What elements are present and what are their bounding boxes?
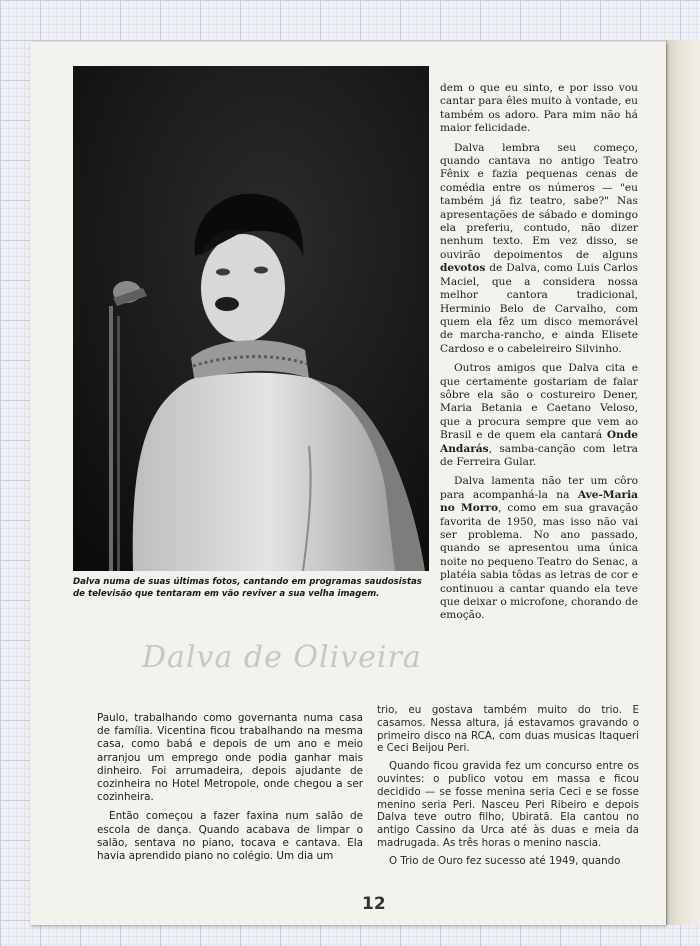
paragraph: Então começou a fazer faxina num salão de escola de dança. Quando acabava de limpar o salão, sentava no piano, tocava e cantava. Ela havia aprendido piano no colégio. Um dia um <box>97 810 363 863</box>
singer-photo <box>73 66 429 571</box>
paragraph: Paulo, trabalhando como governanta numa casa de família. Vicentina ficou trabalhando na mesma casa, como babá e depois de um ano e meio arranjou um emprego onde podia ganhar mais dinheiro. Foi arrumadeira, depois ajudante de cozinheira no Hotel Metropole, onde chegou a ser cozinheira. <box>97 712 363 804</box>
photo-singer-microphone-icon <box>73 66 429 571</box>
paragraph: Dalva lembra seu começo, quando cantava no antigo Teatro Fênix e fazia pequenas cenas de comédia entre os números — "eu também já fiz teatro, sabe?" Nas apresentações de sábado e domingo ela preferiu, contudo, não dizer nenhum texto. Em vez disso, se ouvirão depoimentos de alguns devotos de Dalva, como Luis Carlos Maciel, que a considera nossa melhor cantora tradicional, Herminio Belo de Carvalho, com quem ela fêz um disco memorável de marcha-rancho, e ainda Elisete Cardoso e o cabeleireiro Silvinho. <box>440 141 638 355</box>
paragraph: O Trio de Ouro fez sucesso até 1949, quando <box>389 854 621 867</box>
paragraph: dem o que eu sinto, e por isso vou cantar para êles muito à vontade, eu também os adoro. Para mim não há maior felicidade. <box>440 82 638 135</box>
paragraph: trio, eu gostava também muito do trio. E casamos. Nessa altura, já estavamos gravando o primeiro disco na RCA, com duas musicas Itaqueri e Ceci Beijou Peri. <box>377 704 639 755</box>
page-number: 12 <box>362 894 386 914</box>
adjacent-page-edge <box>666 40 700 925</box>
faded-headline: Dalva de Oliveira <box>142 640 422 675</box>
right-text-column <box>440 82 638 629</box>
bottom-left-text-column <box>97 712 363 869</box>
paragraph: Quando ficou gravida fez um concurso entre os ouvintes: o publico votou em massa e ficou decidido — se fosse menina seria Ceci e se fosse menino seria Peri. Nasceu Peri Ribeiro e depois Dalva teve outro filho, Ubiratã. Ela cantou no antigo Cassino da Urca até às duas e meia da madrugada. As três horas o menino nascia. <box>377 760 639 849</box>
paragraph: Dalva lamenta não ter um côro para acompanhá-la na Ave-Maria no Morro, como em sua gravação favorita de 1950, mas isso não vai ser problema. No ano passado, quando se apresentou uma única noite no pequeno Teatro do Senac, a platéia sabia tôdas as letras de cor e continuou a cantar quando ela teve que deixar o microfone, chorando de emoção. <box>440 475 638 622</box>
magazine-page <box>30 42 666 925</box>
paragraph: Outros amigos que Dalva cita e que certamente gostariam de falar sôbre ela são o costureiro Dener, Maria Betania e Caetano Veloso, que a procura sempre que vem ao Brasil e de quem ela cantará Onde Andarás, samba-canção com letra de Ferreira Gular. <box>440 362 638 468</box>
bottom-right-text-column <box>377 704 639 873</box>
photo-caption: Dalva numa de suas últimas fotos, cantando em programas saudosistas de televisão que tentaram em vão reviver a sua velha imagem. <box>73 577 422 599</box>
